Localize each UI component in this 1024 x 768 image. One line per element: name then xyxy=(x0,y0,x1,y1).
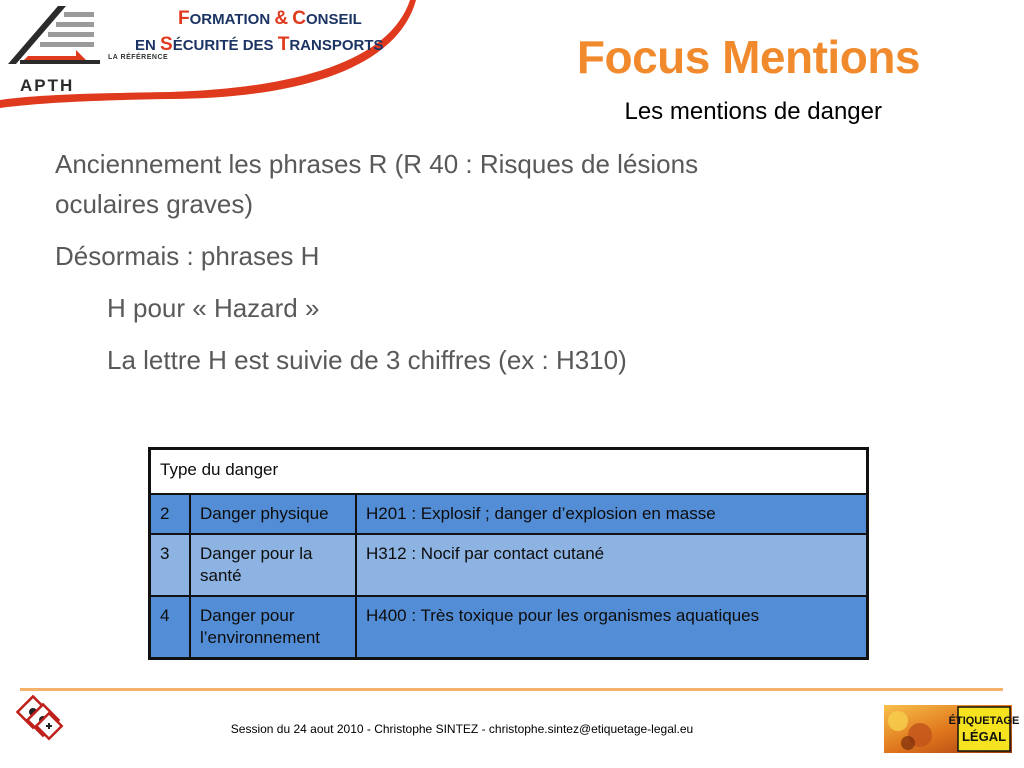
body-line: oculaires graves) xyxy=(55,189,253,219)
org-name-line2: EN SÉCURITÉ DES TRANSPORTS xyxy=(135,34,384,55)
body-content xyxy=(55,144,955,380)
footer-rule xyxy=(20,688,1003,691)
table-cell-category: Danger pour l’environnement xyxy=(190,596,356,659)
table-cell-statement: H400 : Très toxique pour les organismes aquatiques xyxy=(356,596,868,659)
table-cell-num: 2 xyxy=(150,494,191,534)
body-line: Anciennement les phrases R (R 40 : Risques de lésions xyxy=(55,149,699,179)
svg-text:ÉTIQUETAGE: ÉTIQUETAGE xyxy=(948,715,1020,727)
table-cell-category: Danger physique xyxy=(190,494,356,534)
footer-text: Session du 24 aout 2010 - Christophe SINTEZ - christophe.sintez@etiquetage-legal.eu xyxy=(230,722,694,736)
apth-logo xyxy=(6,4,106,95)
hazard-pictograms-icon xyxy=(18,697,64,743)
slide-title: Focus Mentions xyxy=(576,31,920,83)
table-cell-num: 4 xyxy=(150,596,191,659)
body-line: Désormais : phrases H xyxy=(55,241,320,271)
slide-subtitle: Les mentions de danger xyxy=(624,98,882,125)
table-cell-category: Danger pour la santé xyxy=(190,534,356,596)
svg-text:LÉGAL: LÉGAL xyxy=(961,729,1007,744)
table-row xyxy=(150,494,868,534)
table-row xyxy=(150,596,868,659)
org-name-line1: FORMATION & CONSEIL xyxy=(178,8,362,29)
apth-logo-mark xyxy=(6,4,106,78)
body-line: La lettre H est suivie de 3 chiffres (ex : H310) xyxy=(107,345,627,375)
hazard-table xyxy=(148,447,869,660)
body-line: H pour « Hazard » xyxy=(107,293,320,323)
etiquetage-legal-logo xyxy=(884,705,1020,753)
logo-tagline: LA RÉFÉRENCE xyxy=(108,54,169,61)
table-cell-num: 3 xyxy=(150,534,191,596)
table-header-cell: Type du danger xyxy=(150,449,868,495)
table-row xyxy=(150,534,868,596)
logo-text: APTH xyxy=(20,76,75,95)
table-cell-statement: H201 : Explosif ; danger d’explosion en masse xyxy=(356,494,868,534)
table-cell-statement: H312 : Nocif par contact cutané xyxy=(356,534,868,596)
table-header-row xyxy=(150,449,868,495)
